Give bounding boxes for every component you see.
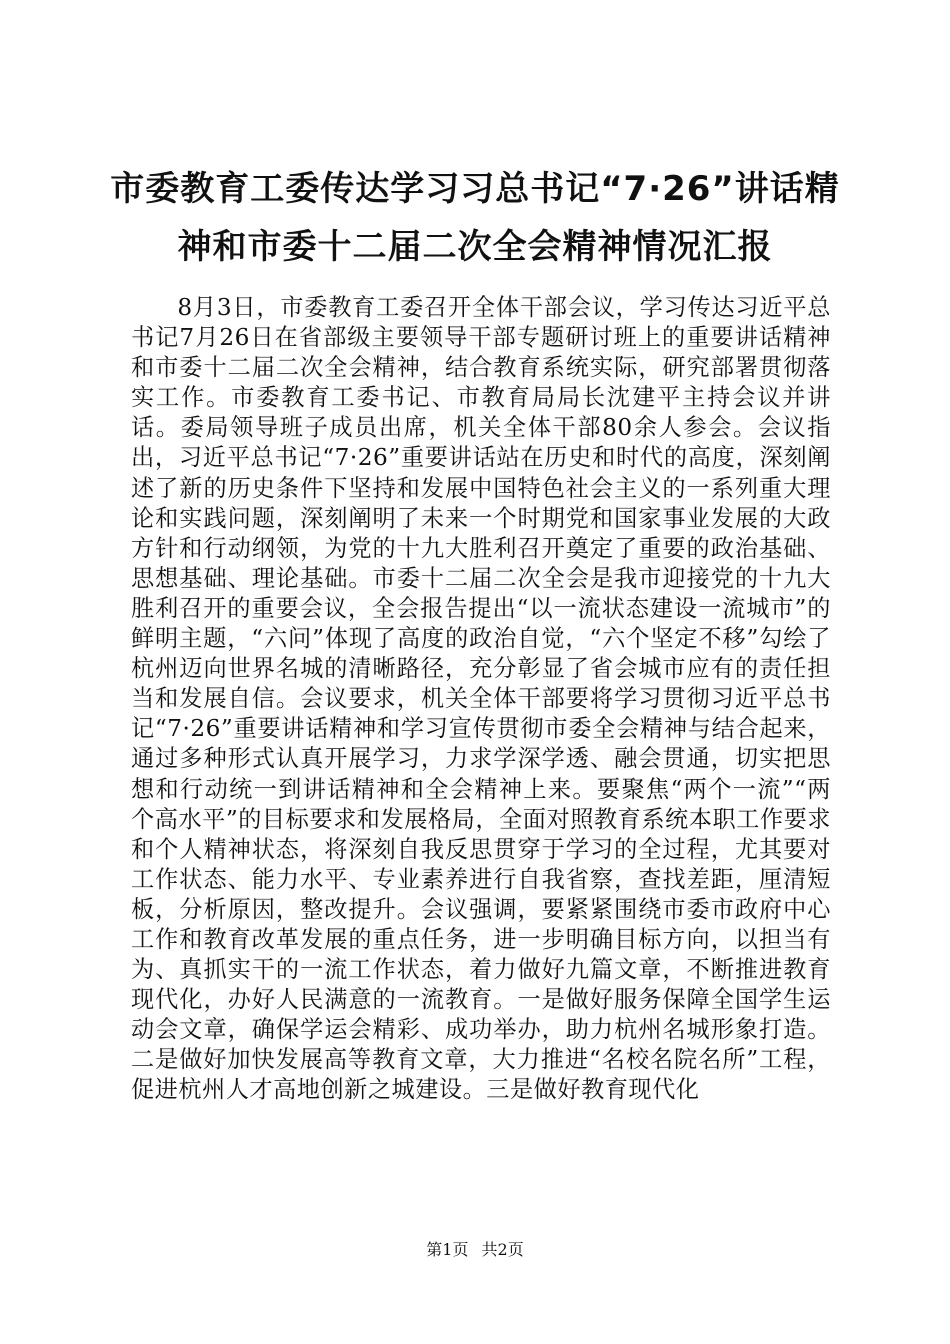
page-number-total: 共2页 (481, 1240, 524, 1259)
page-footer (0, 1239, 950, 1261)
page-number-current: 第1页 (426, 1240, 469, 1259)
document-body-paragraph: 8月3日，市委教育工委召开全体干部会议，学习传达习近平总书记7月26日在省部级主要领导干部专题研讨班上的重要讲话精神和市委十二届二次全会精神，结合教育系统实际，研究部署贯彻落实工作。市委教育工委书记、市教育局局长沈建平主持会议并讲话。委局领导班子成员出席，机关全体干部80余人参会。会议指出，习近平总书记“7·26”重要讲话站在历史和时代的高度，深刻阐述了新的历史条件下坚持和发展中国特色社会主义的一系列重大理论和实践问题，深刻阐明了未来一个时期党和国家事业发展的大政方针和行动纲领，为党的十九大胜利召开奠定了重要的政治基础、思想基础、理论基础。市委十二届二次全会是我市迎接党的十九大胜利召开的重要会议，全会报告提出“以一流状态建设一流城市”的鲜明主题，“六问”体现了高度的政治自觉，“六个坚定不移”勾绘了杭州迈向世界名城的清晰路径，充分彰显了省会城市应有的责任担当和发展自信。会议要求，机关全体干部要将学习贯彻习近平总书记“7·26”重要讲话精神和学习宣传贯彻市委全会精神与结合起来，通过多种形式认真开展学习，力求学深学透、融会贯通，切实把思想和行动统一到讲话精神和全会精神上来。要聚焦“两个一流”“两个高水平”的目标要求和发展格局，全面对照教育系统本职工作要求和个人精神状态，将深刻自我反思贯穿于学习的全过程，尤其要对工作状态、能力水平、专业素养进行自我省察，查找差距，厘清短板，分析原因，整改提升。会议强调，要紧紧围绕市委市政府中心工作和教育改革发展的重点任务，进一步明确目标方向，以担当有为、真抓实干的一流工作状态，着力做好九篇文章，不断推进教育现代化，办好人民满意的一流教育。一是做好服务保障全国学生运动会文章，确保学运会精彩、成功举办，助力杭州名城形象打造。二是做好加快发展高等教育文章，大力推进“名校名院名所”工程，促进杭州人才高地创新之城建设。三是做好教育现代化 (131, 294, 831, 1104)
document-title: 市委教育工委传达学习习总书记“7·26”讲话精神和市委十二届二次全会精神情况汇报 (110, 169, 840, 267)
